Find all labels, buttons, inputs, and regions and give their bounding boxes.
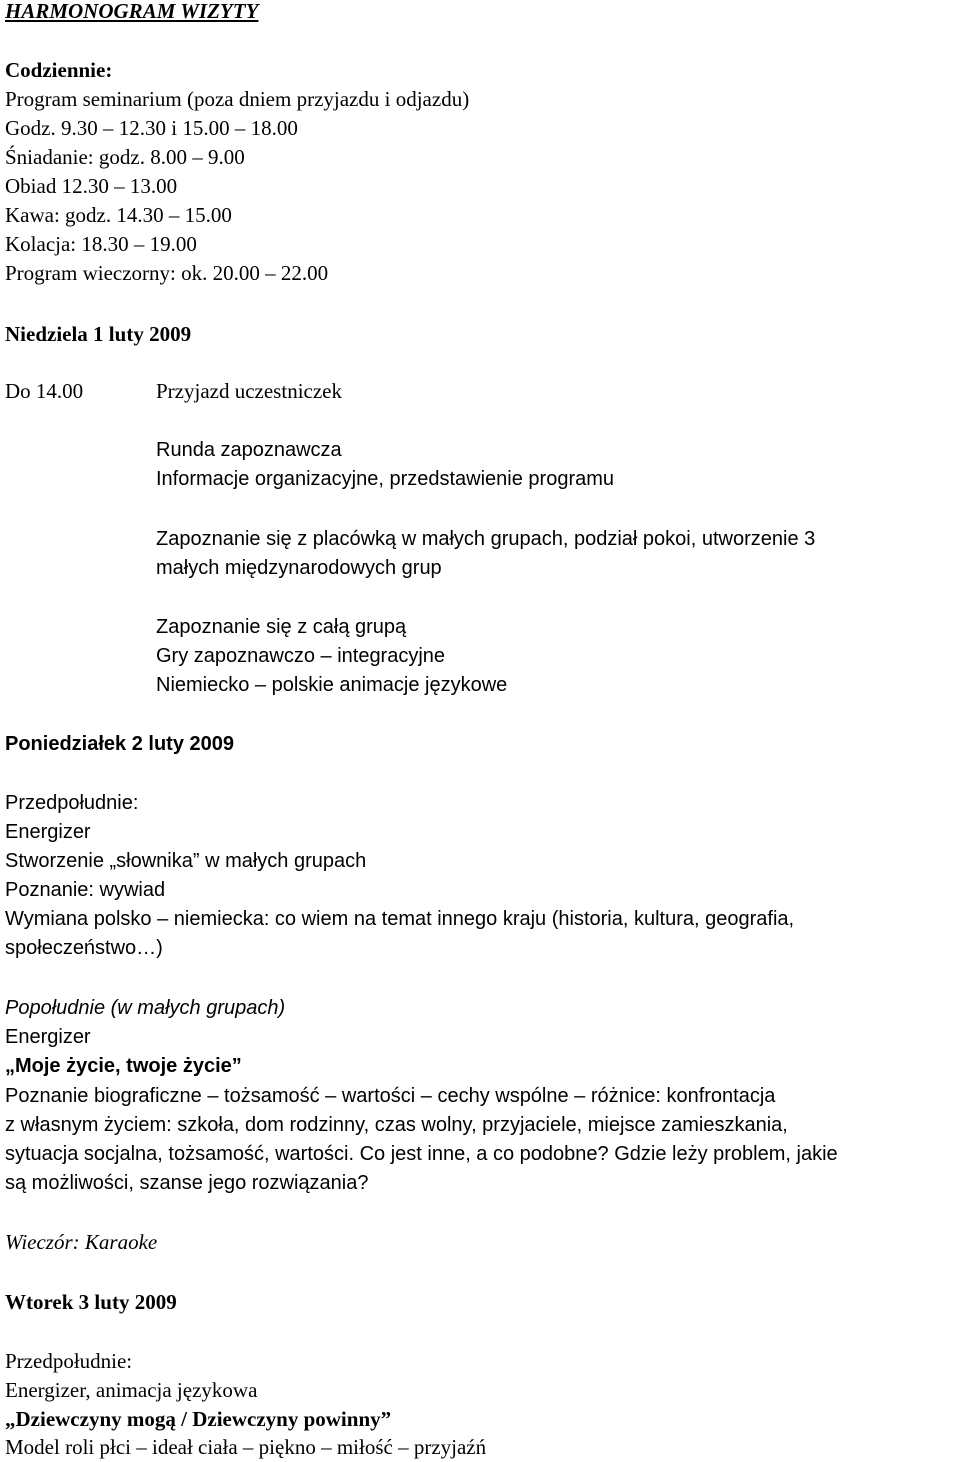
tuesday-morning-label: Przedpołudnie: — [5, 1349, 133, 1373]
sunday-item: Informacje organizacyjne, przedstawienie programu — [156, 468, 615, 490]
monday-item: Wymiana polsko – niemiecka: co wiem na temat innego kraju (historia, kultura, geografia, — [5, 908, 795, 930]
sunday-arrival: Przyjazd uczestniczek — [156, 379, 342, 403]
sunday-heading: Niedziela 1 luty 2009 — [5, 322, 192, 346]
daily-line: Kolacja: 18.30 – 19.00 — [5, 232, 197, 256]
monday-afternoon-title: „Moje życie, twoje życie” — [5, 1055, 242, 1077]
daily-line: Godz. 9.30 – 12.30 i 15.00 – 18.00 — [5, 116, 298, 140]
monday-item: Energizer — [5, 821, 91, 843]
sunday-item: Runda zapoznawcza — [156, 439, 342, 461]
daily-heading: Codziennie: — [5, 58, 113, 82]
monday-item: sytuacja socjalna, tożsamość, wartości. Co jest inne, a co podobne? Gdzie leży problem, jakie — [5, 1143, 838, 1165]
daily-line: Program seminarium (poza dniem przyjazdu i odjazdu) — [5, 87, 470, 111]
sunday-time: Do 14.00 — [5, 379, 84, 403]
document-title: HARMONOGRAM WIZYTY — [5, 0, 259, 23]
sunday-item: Niemiecko – polskie animacje językowe — [156, 674, 508, 696]
daily-line: Kawa: godz. 14.30 – 15.00 — [5, 203, 232, 227]
daily-line: Obiad 12.30 – 13.00 — [5, 174, 178, 198]
tuesday-heading: Wtorek 3 luty 2009 — [5, 1290, 177, 1314]
monday-item: Stworzenie „słownika” w małych grupach — [5, 850, 367, 872]
tuesday-item: Energizer, animacja językowa — [5, 1378, 258, 1402]
sunday-item: Zapoznanie się z całą grupą — [156, 616, 407, 638]
daily-line: Program wieczorny: ok. 20.00 – 22.00 — [5, 261, 329, 285]
monday-item: społeczeństwo…) — [5, 937, 163, 959]
daily-line: Śniadanie: godz. 8.00 – 9.00 — [5, 145, 245, 169]
tuesday-morning-title: „Dziewczyny mogą / Dziewczyny powinny” — [5, 1407, 392, 1431]
monday-morning-label: Przedpołudnie: — [5, 792, 139, 814]
monday-item: są możliwości, szanse jego rozwiązania? — [5, 1172, 369, 1194]
monday-item: z własnym życiem: szkoła, dom rodzinny, czas wolny, przyjaciele, miejsce zamieszkania, — [5, 1114, 788, 1136]
monday-item: Energizer — [5, 1026, 91, 1048]
sunday-item: Zapoznanie się z placówką w małych grupach, podział pokoi, utworzenie 3 — [156, 528, 816, 550]
tuesday-item: Model roli płci – ideał ciała – piękno – miłość – przyjaźń — [5, 1435, 487, 1459]
monday-afternoon-label: Popołudnie (w małych grupach) — [5, 997, 286, 1019]
sunday-item: Gry zapoznawczo – integracyjne — [156, 645, 446, 667]
sunday-item: małych międzynarodowych grup — [156, 557, 442, 579]
monday-item: Poznanie: wywiad — [5, 879, 166, 901]
monday-item: Poznanie biograficzne – tożsamość – wartości – cechy wspólne – różnice: konfrontacja — [5, 1085, 776, 1107]
monday-evening: Wieczór: Karaoke — [5, 1230, 158, 1254]
monday-heading: Poniedziałek 2 luty 2009 — [5, 733, 234, 755]
